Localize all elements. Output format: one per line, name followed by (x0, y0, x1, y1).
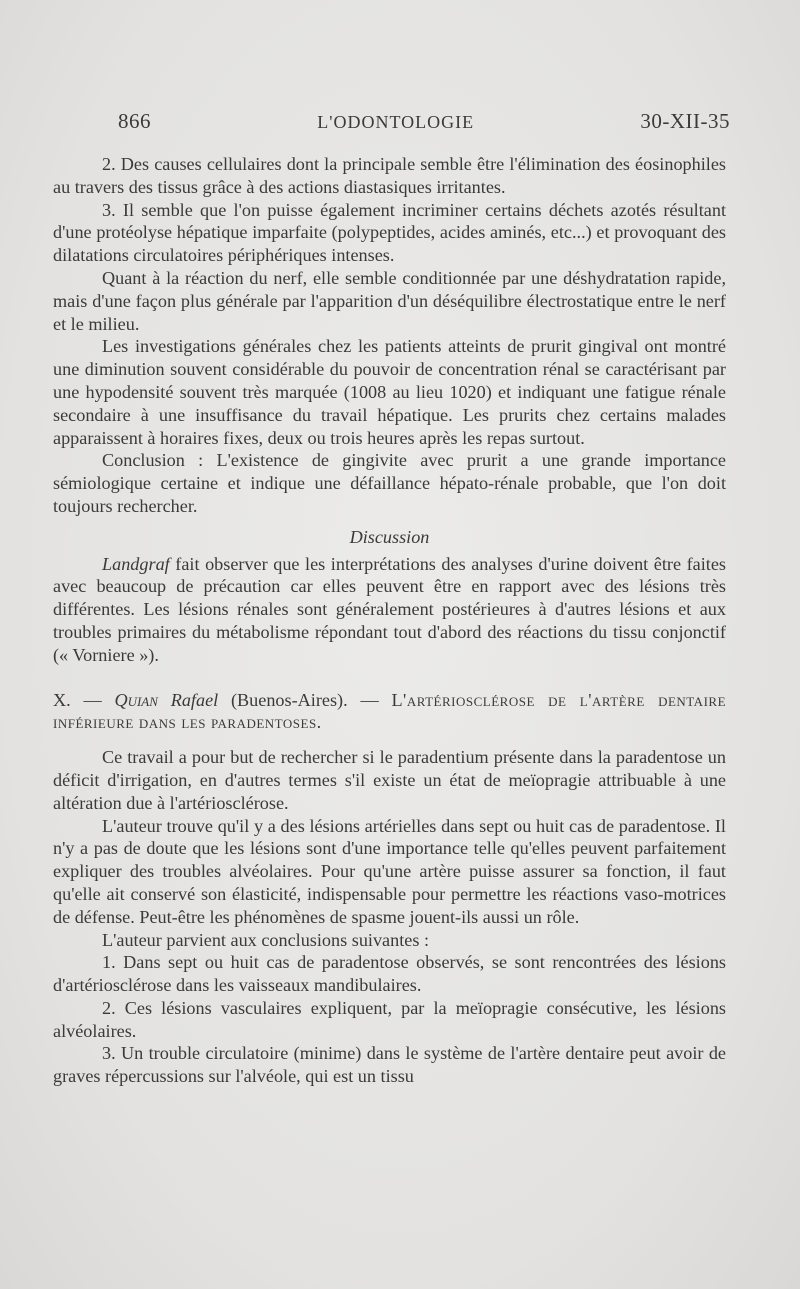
issue-date: 30-XII-35 (640, 109, 730, 133)
discussion-heading: Discussion (349, 526, 430, 547)
section-number: X. — (53, 689, 115, 710)
discussant-name: Landgraf (102, 553, 170, 574)
paragraph: 2. Ces lésions vasculaires expliquent, par la meïopragie consécutive, les lésions alvéolaires. (53, 997, 726, 1041)
paragraph: 2. Des causes cellulaires dont la principale semble être l'élimination des éosinophiles au travers des tissus grâce à des actions diastasiques irritantes. (53, 154, 726, 197)
paragraph (53, 553, 726, 667)
paragraph: Quant à la réaction du nerf, elle semble conditionnée par une déshydratation rapide, mais d'une façon plus générale par l'apparition d'un déséquilibre électrostatique entre le nerf et le milieu. (53, 267, 726, 334)
paragraph: 3. Il semble que l'on puisse également incriminer certains déchets azotés résultant d'une protéolyse hépatique imparfaite (polypeptides, acides aminés, etc...) et provoquant des dilatations circulatoires périphériques intenses. (53, 199, 726, 266)
article-title: L'artériosclérose de l'artère dentaire inférieure dans les paradentoses. (53, 689, 727, 733)
author-last-name: Quian (114, 689, 158, 710)
paragraph: 1. Dans sept ou huit cas de paradentose observés, se sont rencontrées des lésions d'artériosclérose dans les vaisseaux mandibulaires. (53, 952, 726, 996)
author-place: (Buenos-Aires). — (218, 689, 392, 710)
running-header (118, 109, 730, 139)
paragraph: Conclusion : L'existence de gingivite avec prurit a une grande importance sémiologique certaine et indique une défaillance hépato-rénale probable, que l'on doit toujours rechercher. (53, 450, 726, 516)
section-title (53, 689, 726, 735)
page-number: 866 (118, 109, 151, 133)
paragraph-text: fait observer que les interprétations des analyses d'urine doivent être faites avec beaucoup de précaution car elles peuvent être en rapport avec des lésions très différentes. Les lésions rénales sont généralement postérieures à d'autres lésions et aux troubles primaires du métabolisme répondant tout d'abord des réactions du tissu conjonctif (« Vorniere »). (53, 553, 726, 665)
author-first-name: Rafael (170, 689, 219, 710)
paragraph: Les investigations générales chez les patients atteints de prurit gingival ont montré une diminution souvent considérable du pouvoir de concentration rénal se caractérisant par une hypodensité souvent très marquée (1008 au lieu 1020) et indiquant une fatigue rénale secondaire à une insuffisance du travail hépatique. Les prurits chez certains malades apparaissent à horaires fixes, deux ou trois heures après les repas surtout. (53, 336, 726, 448)
body-text (53, 153, 726, 1088)
paragraph: 3. Un trouble circulatoire (minime) dans le système de l'artère dentaire peut avoir de graves répercussions sur l'alvéole, qui est un tissu (53, 1043, 726, 1087)
journal-title: L'ODONTOLOGIE (317, 112, 475, 132)
paragraph: L'auteur parvient aux conclusions suivantes : (102, 929, 430, 950)
paragraph: L'auteur trouve qu'il y a des lésions artérielles dans sept ou huit cas de paradentose. Il n'y a pas de doute que les lésions sont d'une importance telle qu'elles peuvent parfaitement expliquer des troubles alvéolaires. Pour qu'une artère puisse assurer sa fonction, il faut qu'elle ait conservé son élasticité, indispensable pour permettre les réactions vaso-motrices de défense. Peut-être les phénomènes de spasme jouent-ils aussi un rôle. (53, 815, 726, 927)
paragraph: Ce travail a pour but de rechercher si le paradentium présente dans la paradentose un déficit d'irrigation, en d'autres termes s'il existe un état de meïopragie attribuable à une altération due à l'artériosclérose. (53, 747, 726, 813)
